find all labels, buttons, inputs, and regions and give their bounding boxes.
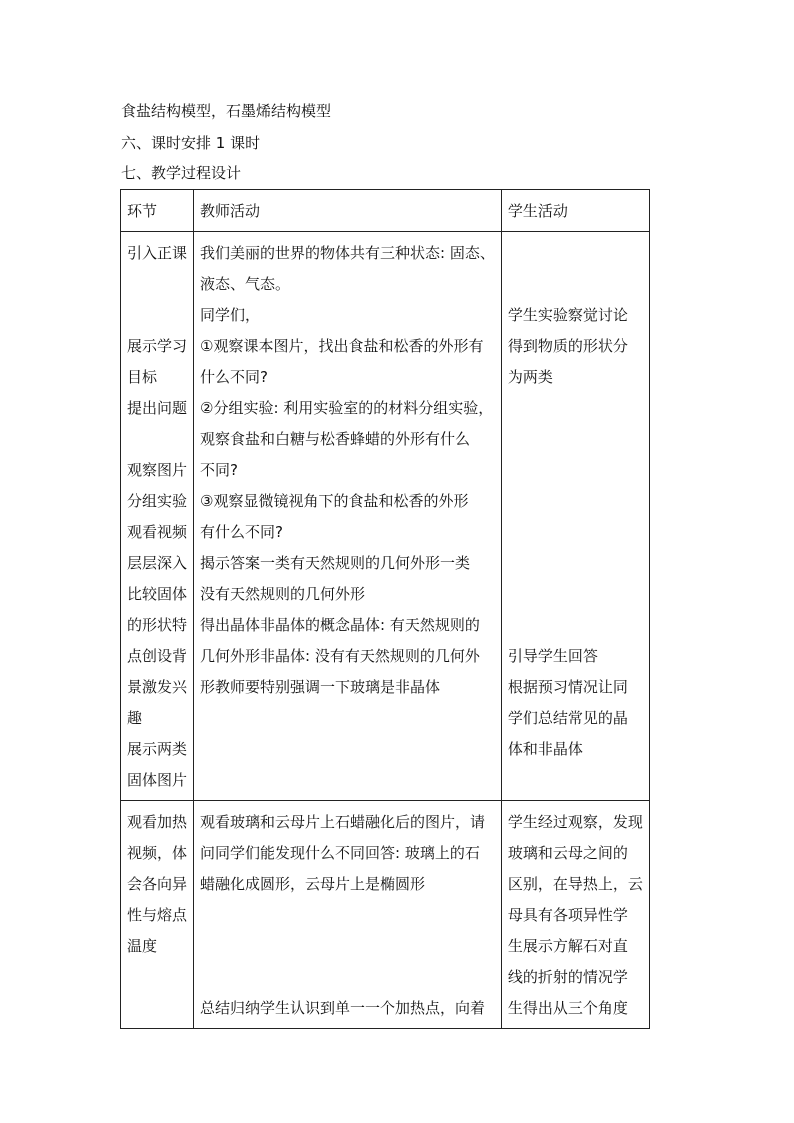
header-stage: 环节 — [121, 190, 194, 232]
student-line: 生展示方解石对直 — [507, 937, 628, 955]
student-line — [508, 269, 643, 300]
stage-cell — [121, 232, 194, 801]
table-row — [121, 232, 650, 801]
stage-line — [127, 424, 187, 455]
stage-line: 固体图片 — [127, 771, 188, 789]
teacher-line: 什么不同? — [200, 368, 268, 386]
teacher-line — [200, 931, 495, 962]
student-line: 学们总结常见的晶 — [507, 709, 628, 727]
student-line — [508, 579, 643, 610]
teacher-line: 得出晶体非晶体的概念晶体: 有天然规则的 — [200, 616, 480, 634]
student-line: 学生实验察觉讨论 — [507, 306, 628, 324]
stage-line: 视频，体 — [127, 844, 188, 862]
student-line — [508, 517, 643, 548]
schedule-line: 六、课时安排 1 课时 — [121, 134, 261, 152]
teacher-line: 问同学们能发现什么不同回答: 玻璃上的石 — [200, 844, 480, 862]
teacher-cell — [194, 232, 502, 801]
teacher-cell — [194, 801, 502, 1029]
teacher-line: 同学们， — [200, 306, 261, 324]
stage-line: 观看加热 — [127, 813, 188, 831]
stage-line — [127, 300, 187, 331]
stage-cell — [121, 801, 194, 1029]
stage-line: 会各向异 — [127, 875, 188, 893]
student-line: 学生经过观察，发现 — [507, 813, 643, 831]
teacher-line: 观看玻璃和云母片上石蜡融化后的图片，请 — [200, 813, 486, 831]
student-line — [508, 424, 643, 455]
student-line: 母具有各项异性学 — [507, 906, 628, 924]
stage-line: 展示两类 — [127, 740, 188, 758]
teacher-line: 有什么不同? — [200, 523, 283, 541]
teacher-line: ②分组实验: 利用实验室的的材料分组实验， — [200, 399, 494, 417]
teacher-line: 揭示答案一类有天然规则的几何外形一类 — [200, 554, 471, 572]
stage-line: 温度 — [127, 937, 158, 955]
teacher-line: 形教师要特别强调一下玻璃是非晶体 — [200, 678, 441, 696]
stage-line: 的形状特 — [127, 616, 188, 634]
header-student: 学生活动 — [501, 190, 649, 232]
student-line — [508, 393, 643, 424]
teacher-line: 蜡融化成圆形，云母片上是椭圆形 — [200, 875, 426, 893]
teacher-line: 几何外形非晶体: 没有有天然规则的几何外 — [200, 647, 480, 665]
stage-line: 分组实验 — [127, 492, 188, 510]
stage-line: 观察图片 — [127, 461, 188, 479]
student-line — [508, 455, 643, 486]
stage-line: 引入正课 — [127, 244, 188, 262]
stage-line: 趣 — [127, 709, 143, 727]
stage-line: 景激发兴 — [127, 678, 188, 696]
header-teacher: 教师活动 — [194, 190, 502, 232]
stage-line: 比较固体 — [127, 585, 188, 603]
student-line: 玻璃和云母之间的 — [507, 844, 628, 862]
teacher-line: 没有天然规则的几何外形 — [200, 585, 366, 603]
teacher-line: ③观察显微镜视角下的食盐和松香的外形 — [200, 492, 469, 510]
student-line: 为两类 — [507, 368, 553, 386]
teacher-line — [200, 962, 495, 993]
student-line: 生得出从三个角度 — [507, 999, 628, 1017]
student-line — [508, 548, 643, 579]
teacher-line: 液态、气态。 — [200, 275, 291, 293]
student-line: 体和非晶体 — [507, 740, 583, 758]
stage-line: 提出问题 — [127, 399, 188, 417]
teacher-line: 总结归纳学生认识到单一一个加热点，向着 — [200, 999, 486, 1017]
teacher-line: 我们美丽的世界的物体共有三种状态: 固态、 — [200, 244, 495, 262]
stage-line: 点创设背 — [127, 647, 188, 665]
teaching-process-table — [120, 189, 650, 1029]
materials-line: 食盐结构模型，石墨烯结构模型 — [121, 102, 332, 120]
teacher-line: 观察食盐和白糖与松香蜂蜡的外形有什么 — [200, 430, 471, 448]
table-header-row — [121, 190, 650, 232]
student-line: 根据预习情况让同 — [507, 678, 628, 696]
stage-line: 展示学习 — [127, 337, 188, 355]
stage-line — [127, 269, 187, 300]
stage-line: 观看视频 — [127, 523, 188, 541]
teacher-line: 不同? — [200, 461, 238, 479]
process-title: 七、教学过程设计 — [121, 164, 242, 182]
stage-line: 性与熔点 — [127, 906, 188, 924]
student-cell — [501, 232, 649, 801]
student-line — [508, 238, 643, 269]
student-cell — [501, 801, 649, 1029]
student-line: 引导学生回答 — [507, 647, 598, 665]
stage-line: 目标 — [127, 368, 158, 386]
teacher-line: ①观察课本图片，找出食盐和松香的外形有 — [200, 337, 484, 355]
stage-line: 层层深入 — [127, 554, 188, 572]
student-line: 得到物质的形状分 — [507, 337, 628, 355]
student-line: 线的折射的情况学 — [507, 968, 628, 986]
teacher-line — [200, 900, 495, 931]
student-line — [508, 610, 643, 641]
table-row — [121, 801, 650, 1029]
student-line — [508, 486, 643, 517]
student-line: 区别，在导热上，云 — [507, 875, 643, 893]
